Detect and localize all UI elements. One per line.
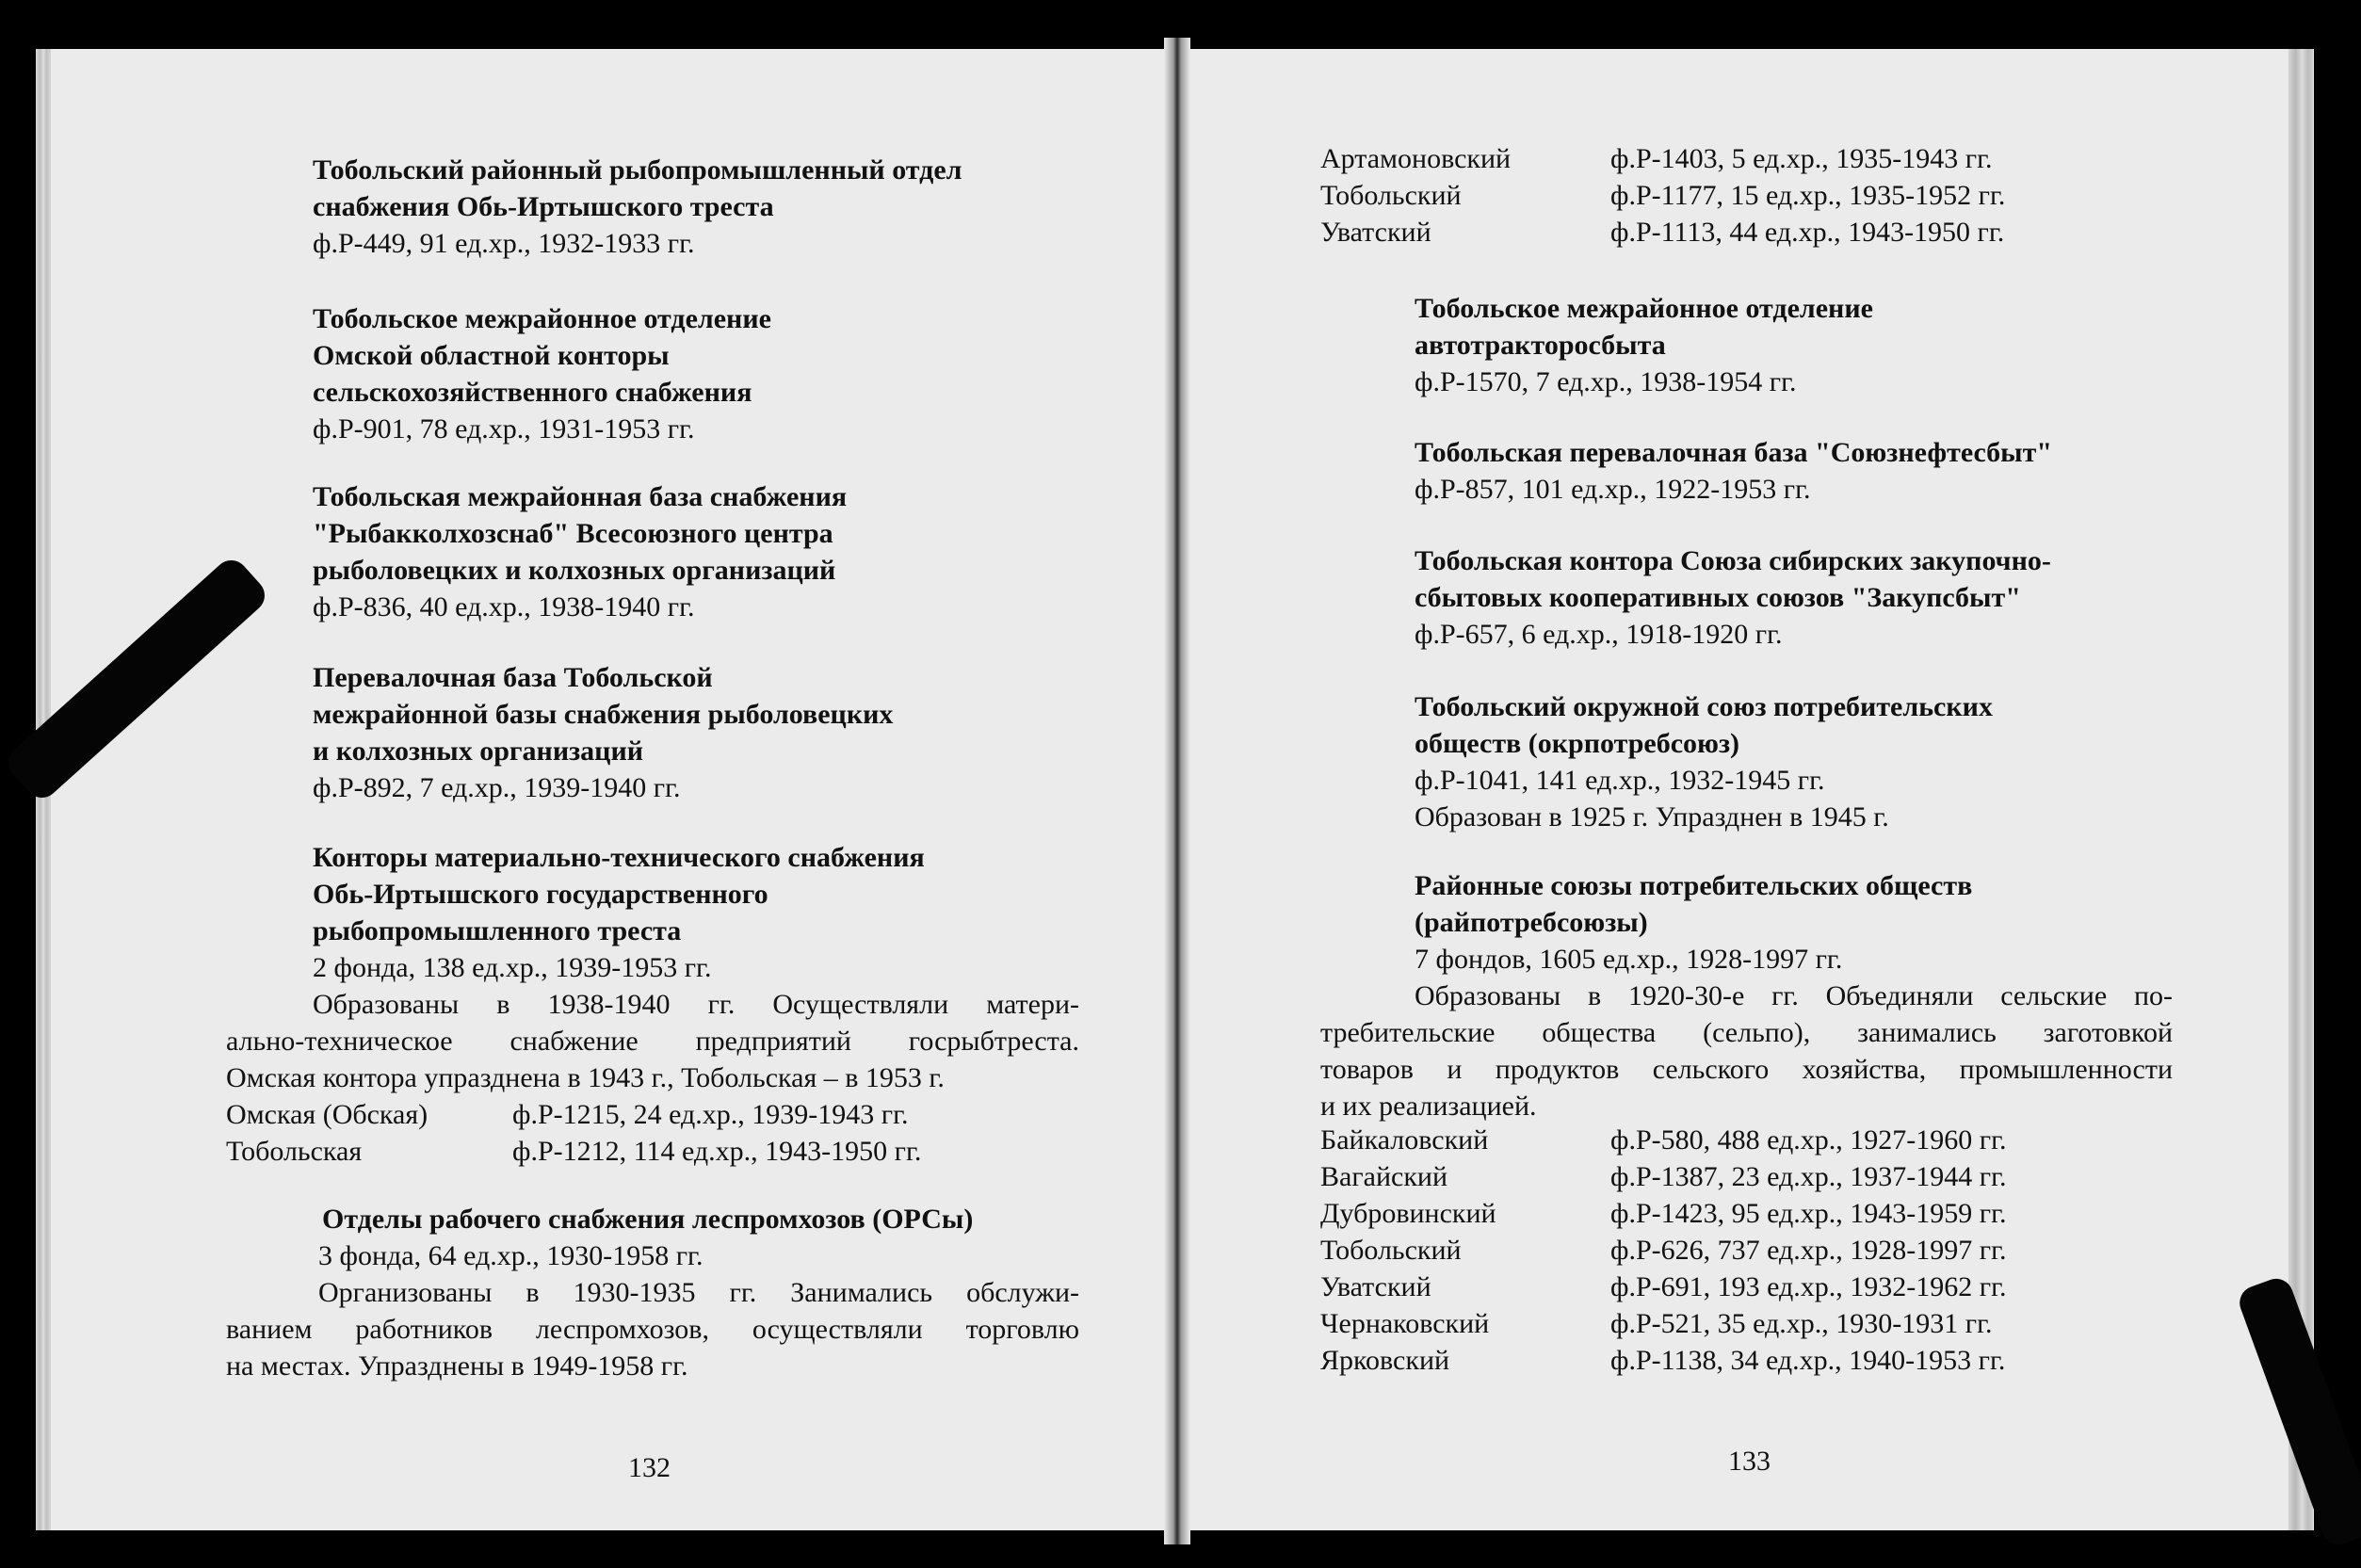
left-entry-1 <box>313 152 962 262</box>
fund-row-name: Байкаловский <box>1320 1124 1489 1156</box>
left-entry-2 <box>313 300 771 447</box>
entry-title-line: межрайонной базы снабжения рыболовецких <box>313 699 894 730</box>
fund-row-name: Вагайский <box>1320 1161 1447 1192</box>
fund-row <box>1320 1269 2173 1305</box>
fund-row <box>1320 140 2173 177</box>
right-rps-description <box>1320 978 2173 1124</box>
left-kontory-description <box>226 986 1079 1170</box>
fund-row-name: Тобольская <box>226 1136 363 1167</box>
page-number-right: 133 <box>1728 1446 1771 1477</box>
description-line: Образованы в 1920-30-е гг. Объединяли сельские по- <box>1415 980 2173 1011</box>
fund-row-value: ф.Р-580, 488 ед.хр., 1927-1960 гг. <box>1610 1124 2007 1156</box>
fund-row <box>1320 1305 2173 1342</box>
entry-fund: 7 фондов, 1605 ед.хр., 1928-1997 гг. <box>1415 944 1843 975</box>
fund-row <box>226 1096 1079 1133</box>
fund-row-value: ф.Р-691, 193 ед.хр., 1932-1962 гг. <box>1610 1271 2007 1302</box>
entry-title-line: Тобольское межрайонное отделение <box>1415 293 1873 324</box>
entry-fund: ф.Р-1570, 7 ед.хр., 1938-1954 гг. <box>1415 366 1797 397</box>
fund-row-name: Омская (Обская) <box>226 1099 429 1130</box>
right-entry-4 <box>1415 688 1993 835</box>
fund-row <box>1320 1232 2173 1269</box>
fund-row <box>1320 177 2173 214</box>
fund-row-name: Уватский <box>1320 217 1431 248</box>
right-top-list <box>1320 140 2173 251</box>
entry-title-line: "Рыбакколхозснаб" Всесоюзного центра <box>313 518 833 549</box>
entry-fund: 3 фонда, 64 ед.хр., 1930-1958 гг. <box>318 1240 703 1271</box>
entry-title-line: Тобольское межрайонное отделение <box>313 303 771 334</box>
fund-row-value: ф.Р-1138, 34 ед.хр., 1940-1953 гг. <box>1610 1345 2006 1376</box>
right-entry-3 <box>1415 542 2051 653</box>
description-line: на местах. Упразднены в 1949-1958 гг. <box>226 1350 688 1382</box>
fund-row <box>226 1133 1079 1170</box>
description-line: и их реализацией. <box>1320 1091 1537 1122</box>
entry-note: Образован в 1925 г. Упразднен в 1945 г. <box>1415 801 1889 832</box>
entry-title-line: рыбопромышленного треста <box>313 915 682 946</box>
fund-row-name: Артамоновский <box>1320 143 1512 174</box>
book-gutter <box>1164 38 1190 1544</box>
entry-title-line: (райпотребсоюзы) <box>1415 907 1648 938</box>
right-entry-5 <box>1415 867 1972 978</box>
entry-title-line: Районные союзы потребительских обществ <box>1415 870 1973 901</box>
entry-title-line: рыболовецких и колхозных организаций <box>313 555 836 586</box>
fund-row <box>1320 1122 2173 1158</box>
description-line: требительские общества (сельпо), занимались заготовкой <box>1320 1017 2173 1048</box>
entry-title-line: и колхозных организаций <box>313 736 644 767</box>
fund-row-name: Дубровинский <box>1320 1198 1496 1229</box>
fund-row-value: ф.Р-1423, 95 ед.хр., 1943-1959 гг. <box>1610 1198 2007 1229</box>
description-line: ванием работников леспромхозов, осуществляли торговлю <box>226 1314 1079 1345</box>
left-entry-4 <box>313 659 893 806</box>
description-line: ально-техническое снабжение предприятий госрыбтреста. <box>226 1026 1079 1057</box>
fund-row <box>1320 214 2173 251</box>
entry-title-line: автотракторосбыта <box>1415 330 1666 361</box>
entry-title-line: Тобольская перевалочная база "Союзнефтесбыт" <box>1415 437 2052 468</box>
right-entry-2 <box>1415 434 2052 508</box>
entry-fund: ф.Р-892, 7 ед.хр., 1939-1940 гг. <box>313 772 681 803</box>
entry-title-line: Тобольский районный рыбопромышленный отдел <box>313 154 962 186</box>
right-entry-1 <box>1415 290 1873 400</box>
entry-fund: ф.Р-657, 6 ед.хр., 1918-1920 гг. <box>1415 619 1783 650</box>
fund-row-value: ф.Р-1215, 24 ед.хр., 1939-1943 гг. <box>512 1099 909 1130</box>
entry-fund: 2 фонда, 138 ед.хр., 1939-1953 гг. <box>313 952 712 983</box>
fund-row-name: Чернаковский <box>1320 1308 1490 1339</box>
fund-row-value: ф.Р-521, 35 ед.хр., 1930-1931 гг. <box>1610 1308 1993 1339</box>
right-rps-list <box>1320 1122 2173 1379</box>
entry-title-line: Тобольская межрайонная база снабжения <box>313 481 848 512</box>
entry-title-line: обществ (окрпотребсоюз) <box>1415 728 1739 759</box>
entry-fund: ф.Р-901, 78 ед.хр., 1931-1953 гг. <box>313 413 695 445</box>
entry-title-line: Омской областной конторы <box>313 340 670 371</box>
left-entry-3 <box>313 478 847 625</box>
fund-row-name: Уватский <box>1320 1271 1431 1302</box>
fund-row-value: ф.Р-1113, 44 ед.хр., 1943-1950 гг. <box>1610 217 2005 248</box>
fund-row <box>1320 1158 2173 1195</box>
page-number-left: 132 <box>628 1452 671 1483</box>
fund-row-value: ф.Р-626, 737 ед.хр., 1928-1997 гг. <box>1610 1235 2007 1266</box>
description-line: Омская контора упразднена в 1943 г., Тобольская – в 1953 г. <box>226 1062 945 1093</box>
entry-title-line: снабжения Обь-Иртышского треста <box>313 191 774 222</box>
description-line: товаров и продуктов сельского хозяйства, промышленности <box>1320 1054 2173 1085</box>
entry-fund: ф.Р-857, 101 ед.хр., 1922-1953 гг. <box>1415 474 1811 505</box>
fund-row-value: ф.Р-1387, 23 ед.хр., 1937-1944 гг. <box>1610 1161 2007 1192</box>
entry-title-line: Конторы материально-технического снабжения <box>313 842 925 873</box>
description-line: Образованы в 1938-1940 гг. Осуществляли матери- <box>313 989 1079 1020</box>
entry-fund: ф.Р-1041, 141 ед.хр., 1932-1945 гг. <box>1415 765 1825 796</box>
entry-title-line: Отделы рабочего снабжения леспромхозов (ОРСы) <box>322 1204 974 1235</box>
fund-row-name: Тобольский <box>1320 180 1462 211</box>
entry-title-line: Перевалочная база Тобольской <box>313 662 713 693</box>
entry-title-line: сбытовых кооперативных союзов "Закупсбыт" <box>1415 582 2021 613</box>
description-line: Организованы в 1930-1935 гг. Занимались обслужи- <box>318 1277 1079 1308</box>
entry-title-line: сельскохозяйственного снабжения <box>313 377 752 408</box>
fund-row-value: ф.Р-1212, 114 ед.хр., 1943-1950 гг. <box>512 1136 922 1167</box>
fund-row-name: Тобольский <box>1320 1235 1462 1266</box>
fund-row-value: ф.Р-1177, 15 ед.хр., 1935-1952 гг. <box>1610 180 2006 211</box>
entry-fund: ф.Р-449, 91 ед.хр., 1932-1933 гг. <box>313 228 695 259</box>
fund-row-name: Ярковский <box>1320 1345 1450 1376</box>
entry-fund: ф.Р-836, 40 ед.хр., 1938-1940 гг. <box>313 591 695 622</box>
left-entry-6 <box>226 1201 1079 1384</box>
fund-row <box>1320 1195 2173 1232</box>
fund-row-value: ф.Р-1403, 5 ед.хр., 1935-1943 гг. <box>1610 143 1993 174</box>
entry-title-line: Тобольская контора Союза сибирских закупочно- <box>1415 545 2051 576</box>
fund-row <box>1320 1342 2173 1379</box>
left-entry-5 <box>313 839 925 986</box>
entry-title-line: Тобольский окружной союз потребительских <box>1415 691 1993 722</box>
entry-title-line: Обь-Иртышского государственного <box>313 879 768 910</box>
